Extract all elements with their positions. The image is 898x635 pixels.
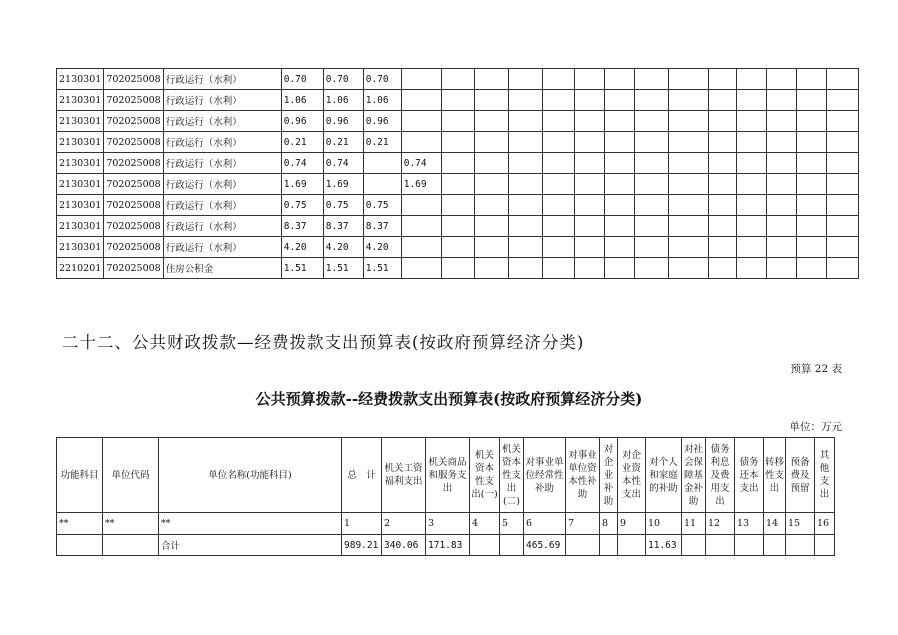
- empty-cell: [766, 132, 796, 153]
- cell-c3: [363, 153, 401, 174]
- empty-cell: [574, 111, 604, 132]
- cell-unit: 702025008: [104, 174, 163, 195]
- sum-row-cell: [682, 535, 706, 556]
- cell-func: 2130301: [57, 237, 104, 258]
- hdr-row-cell: 机关资本性支出(二): [500, 438, 524, 513]
- unit-label: 单位：万元: [789, 421, 842, 433]
- cell-c2: 1.51: [323, 258, 363, 279]
- empty-cell: [508, 237, 542, 258]
- empty-cell: [736, 216, 766, 237]
- empty-cell: [708, 153, 736, 174]
- cell-name: 行政运行（水利）: [163, 216, 281, 237]
- cell-func: 2130301: [57, 195, 104, 216]
- sum-row-cell: [618, 535, 646, 556]
- empty-cell: [574, 258, 604, 279]
- cell-unit: 702025008: [104, 216, 163, 237]
- empty-cell: [766, 90, 796, 111]
- idx-row-cell: 11: [682, 513, 706, 535]
- empty-cell: [766, 111, 796, 132]
- hdr-row-cell: 对企业补助: [600, 438, 618, 513]
- hdr-row-cell: 机关工资福利支出: [382, 438, 426, 513]
- empty-cell: [736, 69, 766, 90]
- hdr-row-cell: 对事业单位经常性补助: [524, 438, 566, 513]
- empty-cell: [634, 153, 668, 174]
- sum-row-cell: [470, 535, 500, 556]
- cell-c2: 8.37: [323, 216, 363, 237]
- empty-cell: [668, 153, 708, 174]
- cell-unit: 702025008: [104, 153, 163, 174]
- empty-cell: [826, 69, 858, 90]
- empty-cell: [542, 258, 574, 279]
- cell-unit: 702025008: [104, 237, 163, 258]
- cell-func: 2210201: [57, 258, 104, 279]
- idx-row-cell: 3: [426, 513, 470, 535]
- idx-row-cell: 16: [815, 513, 835, 535]
- cell-c1: 0.74: [281, 153, 323, 174]
- page-title: 公共预算拨款--经费拨款支出预算表(按政府预算经济分类): [255, 390, 643, 408]
- empty-cell: [542, 195, 574, 216]
- empty-cell: [634, 111, 668, 132]
- cell-c4: 1.69: [401, 174, 441, 195]
- cell-c4: [401, 195, 441, 216]
- empty-cell: [736, 237, 766, 258]
- cell-c4: [401, 132, 441, 153]
- empty-cell: [508, 111, 542, 132]
- empty-cell: [668, 174, 708, 195]
- cell-name: 行政运行（水利）: [163, 90, 281, 111]
- cell-c1: 0.75: [281, 195, 323, 216]
- empty-cell: [542, 90, 574, 111]
- idx-row-cell: 5: [500, 513, 524, 535]
- cell-name: 住房公积金: [163, 258, 281, 279]
- empty-cell: [668, 258, 708, 279]
- empty-cell: [668, 195, 708, 216]
- empty-cell: [441, 132, 474, 153]
- sum-row-cell: [103, 535, 159, 556]
- idx-row-cell: 12: [706, 513, 735, 535]
- sum-row-cell: [566, 535, 600, 556]
- empty-cell: [474, 90, 508, 111]
- empty-cell: [542, 216, 574, 237]
- empty-cell: [796, 237, 826, 258]
- cell-unit: 702025008: [104, 69, 163, 90]
- empty-cell: [508, 132, 542, 153]
- empty-cell: [474, 153, 508, 174]
- empty-cell: [766, 216, 796, 237]
- cell-c3: 0.21: [363, 132, 401, 153]
- empty-cell: [441, 174, 474, 195]
- empty-cell: [574, 153, 604, 174]
- empty-cell: [574, 195, 604, 216]
- empty-cell: [796, 174, 826, 195]
- cell-unit: 702025008: [104, 132, 163, 153]
- empty-cell: [474, 216, 508, 237]
- idx-row-cell: 4: [470, 513, 500, 535]
- empty-cell: [796, 216, 826, 237]
- idx-row-cell: 13: [735, 513, 764, 535]
- hdr-row-cell: 总 计: [342, 438, 382, 513]
- empty-cell: [574, 90, 604, 111]
- empty-cell: [634, 258, 668, 279]
- section-title: 二十二、公共财政拨款—经费拨款支出预算表(按政府预算经济分类): [62, 333, 585, 352]
- table-row: [57, 132, 859, 153]
- cell-c2: 0.70: [323, 69, 363, 90]
- cell-c3: 0.75: [363, 195, 401, 216]
- sum-row-cell: 465.69: [524, 535, 566, 556]
- empty-cell: [766, 174, 796, 195]
- empty-cell: [826, 258, 858, 279]
- empty-cell: [441, 69, 474, 90]
- cell-unit: 702025008: [104, 111, 163, 132]
- idx-row-cell: 1: [342, 513, 382, 535]
- hdr-row-cell: 预备费及预留: [786, 438, 815, 513]
- hdr-row-cell: 债务利息及费用支出: [706, 438, 735, 513]
- cell-c4: 0.74: [401, 153, 441, 174]
- empty-cell: [708, 237, 736, 258]
- cell-func: 2130301: [57, 174, 104, 195]
- cell-name: 行政运行（水利）: [163, 195, 281, 216]
- empty-cell: [441, 111, 474, 132]
- table-row: [57, 258, 859, 279]
- empty-cell: [634, 174, 668, 195]
- budget-summary-table: [56, 437, 835, 556]
- empty-cell: [542, 111, 574, 132]
- cell-func: 2130301: [57, 153, 104, 174]
- empty-cell: [796, 195, 826, 216]
- empty-cell: [766, 153, 796, 174]
- empty-cell: [826, 153, 858, 174]
- empty-cell: [542, 153, 574, 174]
- empty-cell: [441, 216, 474, 237]
- empty-cell: [634, 90, 668, 111]
- sum-row-cell: 11.63: [646, 535, 682, 556]
- idx-row-cell: **: [57, 513, 103, 535]
- empty-cell: [542, 174, 574, 195]
- empty-cell: [634, 237, 668, 258]
- empty-cell: [766, 258, 796, 279]
- cell-c3: 1.51: [363, 258, 401, 279]
- table-row: [57, 174, 859, 195]
- hdr-row-cell: 功能科目: [57, 438, 103, 513]
- hdr-row-cell: 对企业资本性支出: [618, 438, 646, 513]
- table-row: [57, 237, 859, 258]
- empty-cell: [474, 258, 508, 279]
- empty-cell: [708, 195, 736, 216]
- empty-cell: [708, 216, 736, 237]
- idx-row-cell: **: [159, 513, 342, 535]
- empty-cell: [826, 195, 858, 216]
- empty-cell: [708, 132, 736, 153]
- empty-cell: [441, 258, 474, 279]
- cell-func: 2130301: [57, 111, 104, 132]
- table-row: [57, 69, 859, 90]
- hdr-row: [57, 438, 835, 513]
- empty-cell: [634, 195, 668, 216]
- cell-c4: [401, 111, 441, 132]
- empty-cell: [668, 216, 708, 237]
- empty-cell: [826, 174, 858, 195]
- empty-cell: [796, 153, 826, 174]
- empty-cell: [796, 258, 826, 279]
- cell-c1: 1.69: [281, 174, 323, 195]
- empty-cell: [508, 69, 542, 90]
- empty-cell: [441, 237, 474, 258]
- empty-cell: [796, 90, 826, 111]
- empty-cell: [574, 237, 604, 258]
- table-row: [57, 195, 859, 216]
- empty-cell: [826, 111, 858, 132]
- empty-cell: [542, 237, 574, 258]
- sum-row-cell: [600, 535, 618, 556]
- empty-cell: [708, 90, 736, 111]
- empty-cell: [736, 195, 766, 216]
- sum-row-cell: [786, 535, 815, 556]
- table-row: [57, 216, 859, 237]
- empty-cell: [668, 90, 708, 111]
- empty-cell: [508, 153, 542, 174]
- idx-row-cell: **: [103, 513, 159, 535]
- empty-cell: [796, 69, 826, 90]
- empty-cell: [826, 237, 858, 258]
- empty-cell: [634, 132, 668, 153]
- hdr-row-cell: 对社会保障基金补助: [682, 438, 706, 513]
- cell-name: 行政运行（水利）: [163, 132, 281, 153]
- cell-func: 2130301: [57, 216, 104, 237]
- sum-row-cell: [706, 535, 735, 556]
- idx-row-cell: 14: [764, 513, 786, 535]
- empty-cell: [508, 216, 542, 237]
- empty-cell: [604, 111, 634, 132]
- empty-cell: [441, 90, 474, 111]
- empty-cell: [542, 132, 574, 153]
- empty-cell: [708, 111, 736, 132]
- hdr-row-cell: 单位代码: [103, 438, 159, 513]
- cell-name: 行政运行（水利）: [163, 69, 281, 90]
- cell-c4: [401, 216, 441, 237]
- empty-cell: [474, 195, 508, 216]
- cell-c3: 8.37: [363, 216, 401, 237]
- sum-row-cell: [735, 535, 764, 556]
- table-number: 预算 22 表: [790, 363, 842, 375]
- cell-c2: 0.74: [323, 153, 363, 174]
- cell-unit: 702025008: [104, 195, 163, 216]
- cell-c1: 0.96: [281, 111, 323, 132]
- idx-row-cell: 7: [566, 513, 600, 535]
- sum-row-cell: [57, 535, 103, 556]
- sum-row-cell: [764, 535, 786, 556]
- empty-cell: [441, 195, 474, 216]
- cell-name: 行政运行（水利）: [163, 153, 281, 174]
- empty-cell: [634, 216, 668, 237]
- empty-cell: [604, 132, 634, 153]
- idx-row: [57, 513, 835, 535]
- cell-c4: [401, 69, 441, 90]
- empty-cell: [508, 195, 542, 216]
- empty-cell: [736, 90, 766, 111]
- idx-row-cell: 8: [600, 513, 618, 535]
- hdr-row-cell: 转移性支出: [764, 438, 786, 513]
- empty-cell: [708, 69, 736, 90]
- cell-c3: 0.70: [363, 69, 401, 90]
- empty-cell: [474, 132, 508, 153]
- empty-cell: [668, 237, 708, 258]
- sum-row-cell: [815, 535, 835, 556]
- cell-c2: 1.06: [323, 90, 363, 111]
- empty-cell: [474, 237, 508, 258]
- cell-unit: 702025008: [104, 258, 163, 279]
- cell-c3: [363, 174, 401, 195]
- empty-cell: [474, 174, 508, 195]
- cell-name: 行政运行（水利）: [163, 111, 281, 132]
- cell-func: 2130301: [57, 90, 104, 111]
- empty-cell: [604, 174, 634, 195]
- hdr-row-cell: 对事业单位资本性补助: [566, 438, 600, 513]
- hdr-row-cell: 单位名称(功能科目): [159, 438, 342, 513]
- budget-detail-table: [56, 68, 859, 279]
- cell-c4: [401, 90, 441, 111]
- sum-row: [57, 535, 835, 556]
- empty-cell: [736, 174, 766, 195]
- empty-cell: [508, 90, 542, 111]
- cell-func: 2130301: [57, 132, 104, 153]
- empty-cell: [604, 69, 634, 90]
- cell-c1: 0.21: [281, 132, 323, 153]
- empty-cell: [708, 174, 736, 195]
- empty-cell: [796, 111, 826, 132]
- empty-cell: [604, 216, 634, 237]
- idx-row-cell: 6: [524, 513, 566, 535]
- empty-cell: [826, 132, 858, 153]
- idx-row-cell: 10: [646, 513, 682, 535]
- empty-cell: [826, 216, 858, 237]
- cell-c3: 1.06: [363, 90, 401, 111]
- cell-c2: 0.75: [323, 195, 363, 216]
- empty-cell: [441, 153, 474, 174]
- empty-cell: [574, 132, 604, 153]
- empty-cell: [708, 258, 736, 279]
- empty-cell: [474, 111, 508, 132]
- empty-cell: [508, 258, 542, 279]
- empty-cell: [736, 132, 766, 153]
- empty-cell: [474, 69, 508, 90]
- empty-cell: [574, 69, 604, 90]
- empty-cell: [766, 195, 796, 216]
- empty-cell: [736, 258, 766, 279]
- hdr-row-cell: 其他支出: [815, 438, 835, 513]
- cell-c1: 1.06: [281, 90, 323, 111]
- cell-c2: 1.69: [323, 174, 363, 195]
- sum-row-cell: 合计: [159, 535, 342, 556]
- sum-row-cell: 340.06: [382, 535, 426, 556]
- empty-cell: [796, 132, 826, 153]
- sum-row-cell: [500, 535, 524, 556]
- cell-c1: 1.51: [281, 258, 323, 279]
- table-row: [57, 111, 859, 132]
- cell-c2: 0.21: [323, 132, 363, 153]
- empty-cell: [574, 216, 604, 237]
- empty-cell: [604, 237, 634, 258]
- empty-cell: [736, 111, 766, 132]
- cell-name: 行政运行（水利）: [163, 237, 281, 258]
- idx-row-cell: 15: [786, 513, 815, 535]
- idx-row-cell: 9: [618, 513, 646, 535]
- cell-unit: 702025008: [104, 90, 163, 111]
- hdr-row-cell: 机关资本性支出(一): [470, 438, 500, 513]
- table-row: [57, 90, 859, 111]
- sum-row-cell: 171.83: [426, 535, 470, 556]
- empty-cell: [604, 258, 634, 279]
- cell-c2: 4.20: [323, 237, 363, 258]
- empty-cell: [634, 69, 668, 90]
- hdr-row-cell: 对个人和家庭的补助: [646, 438, 682, 513]
- empty-cell: [766, 69, 796, 90]
- table-row: [57, 153, 859, 174]
- sum-row-cell: 989.21: [342, 535, 382, 556]
- hdr-row-cell: 债务还本支出: [735, 438, 764, 513]
- cell-name: 行政运行（水利）: [163, 174, 281, 195]
- cell-c1: 0.70: [281, 69, 323, 90]
- empty-cell: [542, 69, 574, 90]
- empty-cell: [766, 237, 796, 258]
- cell-c1: 4.20: [281, 237, 323, 258]
- empty-cell: [668, 69, 708, 90]
- empty-cell: [668, 111, 708, 132]
- cell-c2: 0.96: [323, 111, 363, 132]
- empty-cell: [826, 90, 858, 111]
- cell-c4: [401, 237, 441, 258]
- hdr-row-cell: 机关商品和服务支出: [426, 438, 470, 513]
- cell-c3: 4.20: [363, 237, 401, 258]
- empty-cell: [574, 174, 604, 195]
- idx-row-cell: 2: [382, 513, 426, 535]
- cell-c4: [401, 258, 441, 279]
- empty-cell: [604, 195, 634, 216]
- empty-cell: [604, 90, 634, 111]
- empty-cell: [736, 153, 766, 174]
- empty-cell: [604, 153, 634, 174]
- empty-cell: [508, 174, 542, 195]
- cell-func: 2130301: [57, 69, 104, 90]
- cell-c1: 8.37: [281, 216, 323, 237]
- empty-cell: [668, 132, 708, 153]
- cell-c3: 0.96: [363, 111, 401, 132]
